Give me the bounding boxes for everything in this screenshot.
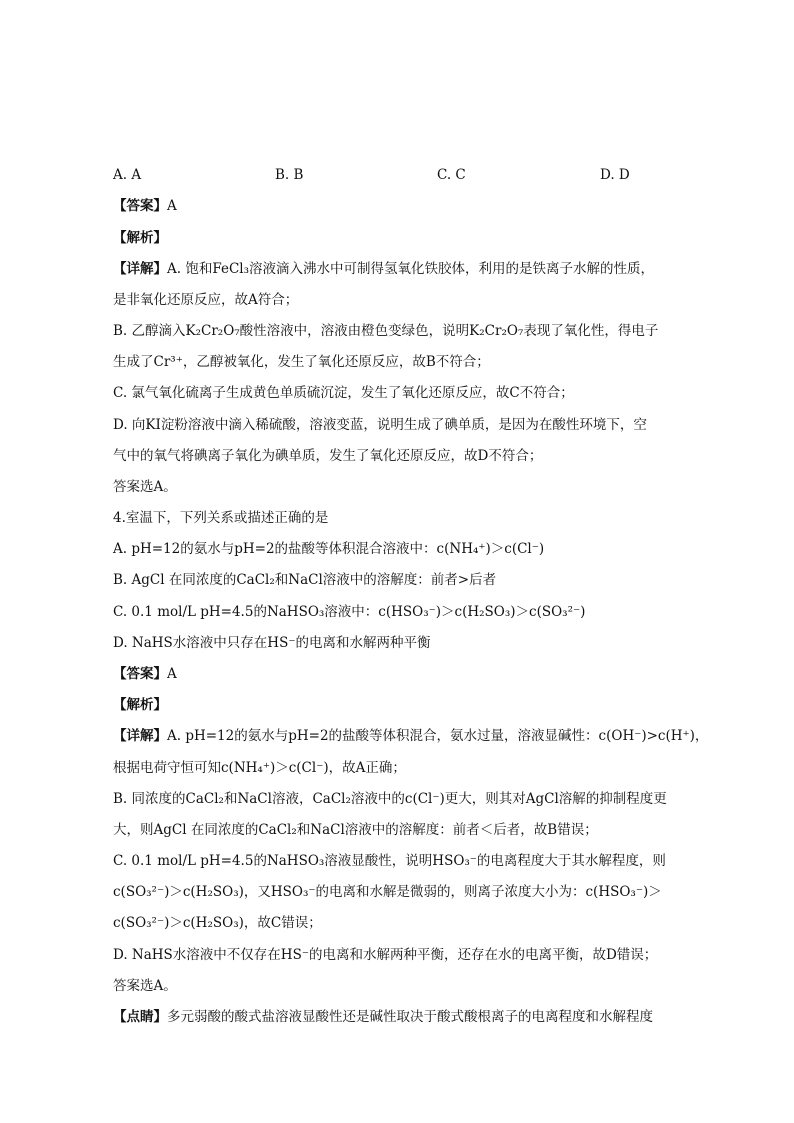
q4-option-a: A. pH=12的氨水与pH=2的盐酸等体积混合溶液中：c(NH₄⁺)＞c(Cl⁻) bbox=[113, 541, 545, 557]
q4-point-line bbox=[113, 1007, 653, 1027]
q4-answer: A bbox=[167, 666, 177, 682]
q3-detail-line-5: C. 氯气氧化硫离子生成黄色单质硫沉淀，发生了氧化还原反应，故C不符合； bbox=[113, 385, 574, 401]
q4-answer-line bbox=[113, 664, 177, 684]
q3-conclusion: 答案选A。 bbox=[113, 479, 177, 495]
q3-detail-line-4: 生成了Cr³⁺，乙醇被氧化，发生了氧化还原反应，故B不符合； bbox=[113, 354, 490, 370]
q3-answer: A bbox=[167, 198, 177, 214]
q4-conclusion: 答案选A。 bbox=[113, 978, 177, 994]
q4-detail-line-1: 【详解】A. pH=12的氨水与pH=2的盐酸等体积混合，氨水过量，溶液显碱性：c(OH⁻)>c(H⁺)， bbox=[113, 728, 709, 744]
q3-detail-line-6: D. 向KI淀粉溶液中滴入稀硫酸，溶液变蓝，说明生成了碘单质，是因为在酸性环境下，空 bbox=[113, 417, 647, 433]
q3-answer-tag: 【答案】 bbox=[113, 198, 167, 214]
q4-option-d: D. NaHS水溶液中只存在HS⁻的电离和水解两种平衡 bbox=[113, 635, 431, 651]
q4-point-tag: 【点睛】 bbox=[113, 1009, 167, 1025]
q4-point: 多元弱酸的酸式盐溶液显酸性还是碱性取决于酸式酸根离子的电离程度和水解程度 bbox=[167, 1009, 653, 1025]
prev-option-c: C. C bbox=[437, 167, 466, 183]
q3-detail-line-2: 是非氧化还原反应，故A符合； bbox=[113, 292, 299, 308]
q4-detail-tag: 【详解】 bbox=[113, 728, 167, 744]
q3-detail-line-1: 【详解】A. 饱和FeCl₃溶液滴入沸水中可制得氢氧化铁胶体，利用的是铁离子水解的性质， bbox=[113, 261, 655, 277]
q4-analysis-tag: 【解析】 bbox=[113, 697, 167, 713]
q4-detail-line-6: c(SO₃²⁻)＞c(H₂SO₃)，又HSO₃⁻的电离和水解是微弱的，则离子浓度大小为：c(HSO₃⁻)＞ bbox=[113, 884, 662, 900]
prev-option-b: B. B bbox=[275, 167, 304, 183]
q4-detail-line-7: c(SO₃²⁻)＞c(H₂SO₃)，故C错误； bbox=[113, 915, 322, 931]
q4-detail-line-8: D. NaHS水溶液中不仅存在HS⁻的电离和水解两种平衡，还存在水的电离平衡，故D错误； bbox=[113, 947, 658, 963]
q4-detail-line-2: 根据电荷守恒可知c(NH₄⁺)＞c(Cl⁻)，故A正确； bbox=[113, 760, 406, 776]
q3-detail-line-3: B. 乙醇滴入K₂Cr₂O₇酸性溶液中，溶液由橙色变绿色，说明K₂Cr₂O₇表现了氧化性，得电子 bbox=[113, 323, 659, 339]
q3-answer-line bbox=[113, 196, 177, 216]
q4-option-c: C. 0.1 mol/L pH=4.5的NaHSO₃溶液中：c(HSO₃⁻)＞c(H₂SO₃)＞c(SO₃²⁻) bbox=[113, 604, 586, 620]
q4-detail-line-4: 大，则AgCl 在同浓度的CaCl₂和NaCl溶液中的溶解度：前者＜后者，故B错误； bbox=[113, 822, 598, 838]
prev-option-a: A. A bbox=[113, 167, 142, 183]
q4-detail-line-3: B. 同浓度的CaCl₂和NaCl溶液，CaCl₂溶液中的c(Cl⁻)更大，则其对AgCl溶解的抑制程度更 bbox=[113, 791, 667, 807]
q3-analysis-tag: 【解析】 bbox=[113, 230, 167, 246]
q3-detail-tag: 【详解】 bbox=[113, 261, 167, 277]
q4-answer-tag: 【答案】 bbox=[113, 666, 167, 682]
q3-detail-line-7: 气中的氧气将碘离子氧化为碘单质，发生了氧化还原反应，故D不符合； bbox=[113, 448, 543, 464]
q4-option-b: B. AgCl 在同浓度的CaCl₂和NaCl溶液中的溶解度：前者>后者 bbox=[113, 572, 497, 588]
q4-detail-line-5: C. 0.1 mol/L pH=4.5的NaHSO₃溶液显酸性，说明HSO₃⁻的电离程度大于其水解程度，则 bbox=[113, 853, 666, 869]
prev-option-d: D. D bbox=[600, 167, 630, 183]
q4-stem: 4.室温下，下列关系或描述正确的是 bbox=[113, 510, 329, 526]
